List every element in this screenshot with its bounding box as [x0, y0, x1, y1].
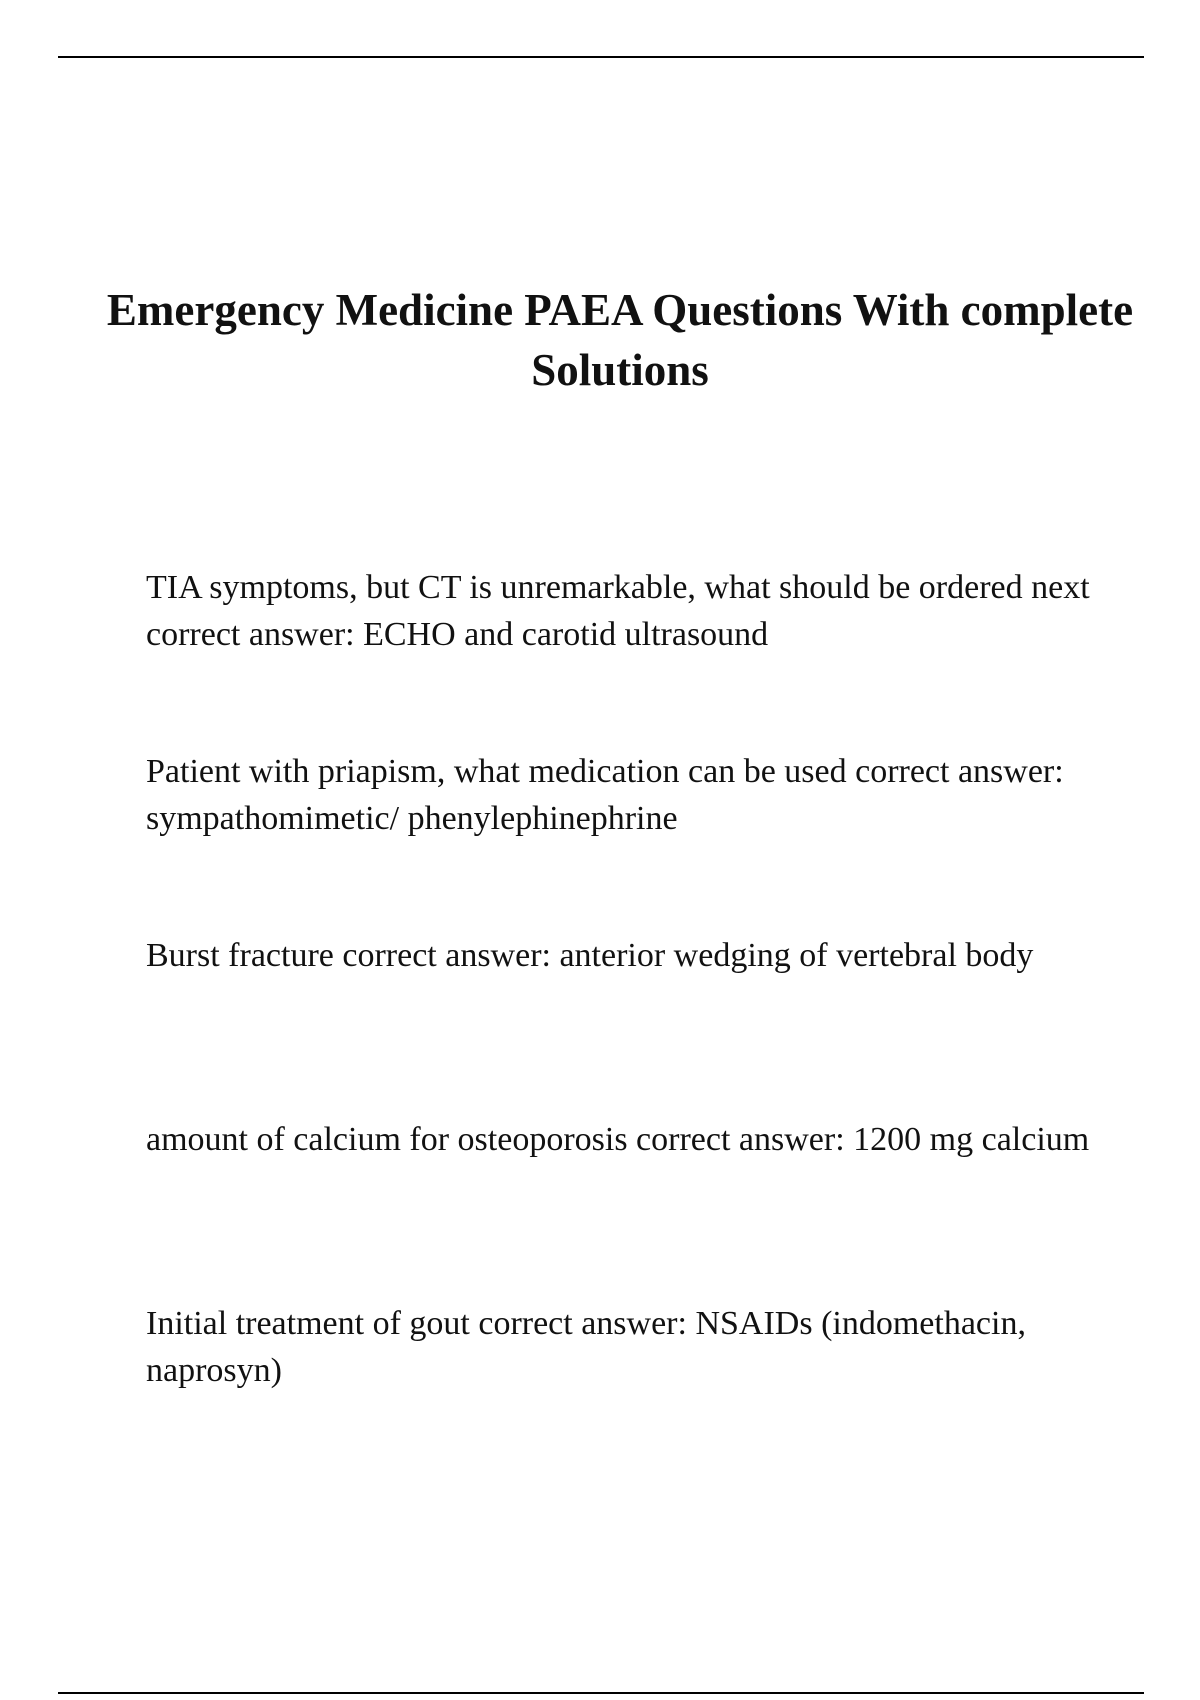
qa-item: Initial treatment of gout correct answer: NSAIDs (indomethacin, naprosyn): [146, 1305, 1026, 1389]
qa-item: TIA symptoms, but CT is unremarkable, what should be ordered next correct answer: ECHO and carotid ultrasound: [146, 569, 1090, 653]
qa-item: amount of calcium for osteoporosis correct answer: 1200 mg calcium: [146, 1121, 1090, 1158]
top-divider: [58, 56, 1144, 58]
qa-item: Burst fracture correct answer: anterior wedging of vertebral body: [146, 937, 1034, 974]
bottom-divider: [58, 1692, 1144, 1694]
qa-list: [146, 564, 1106, 1484]
document-title: Emergency Medicine PAEA Questions With complete Solutions: [106, 285, 1134, 395]
qa-item: Patient with priapism, what medication can be used correct answer: sympathomimetic/ phenylephinephrine: [146, 753, 1064, 837]
